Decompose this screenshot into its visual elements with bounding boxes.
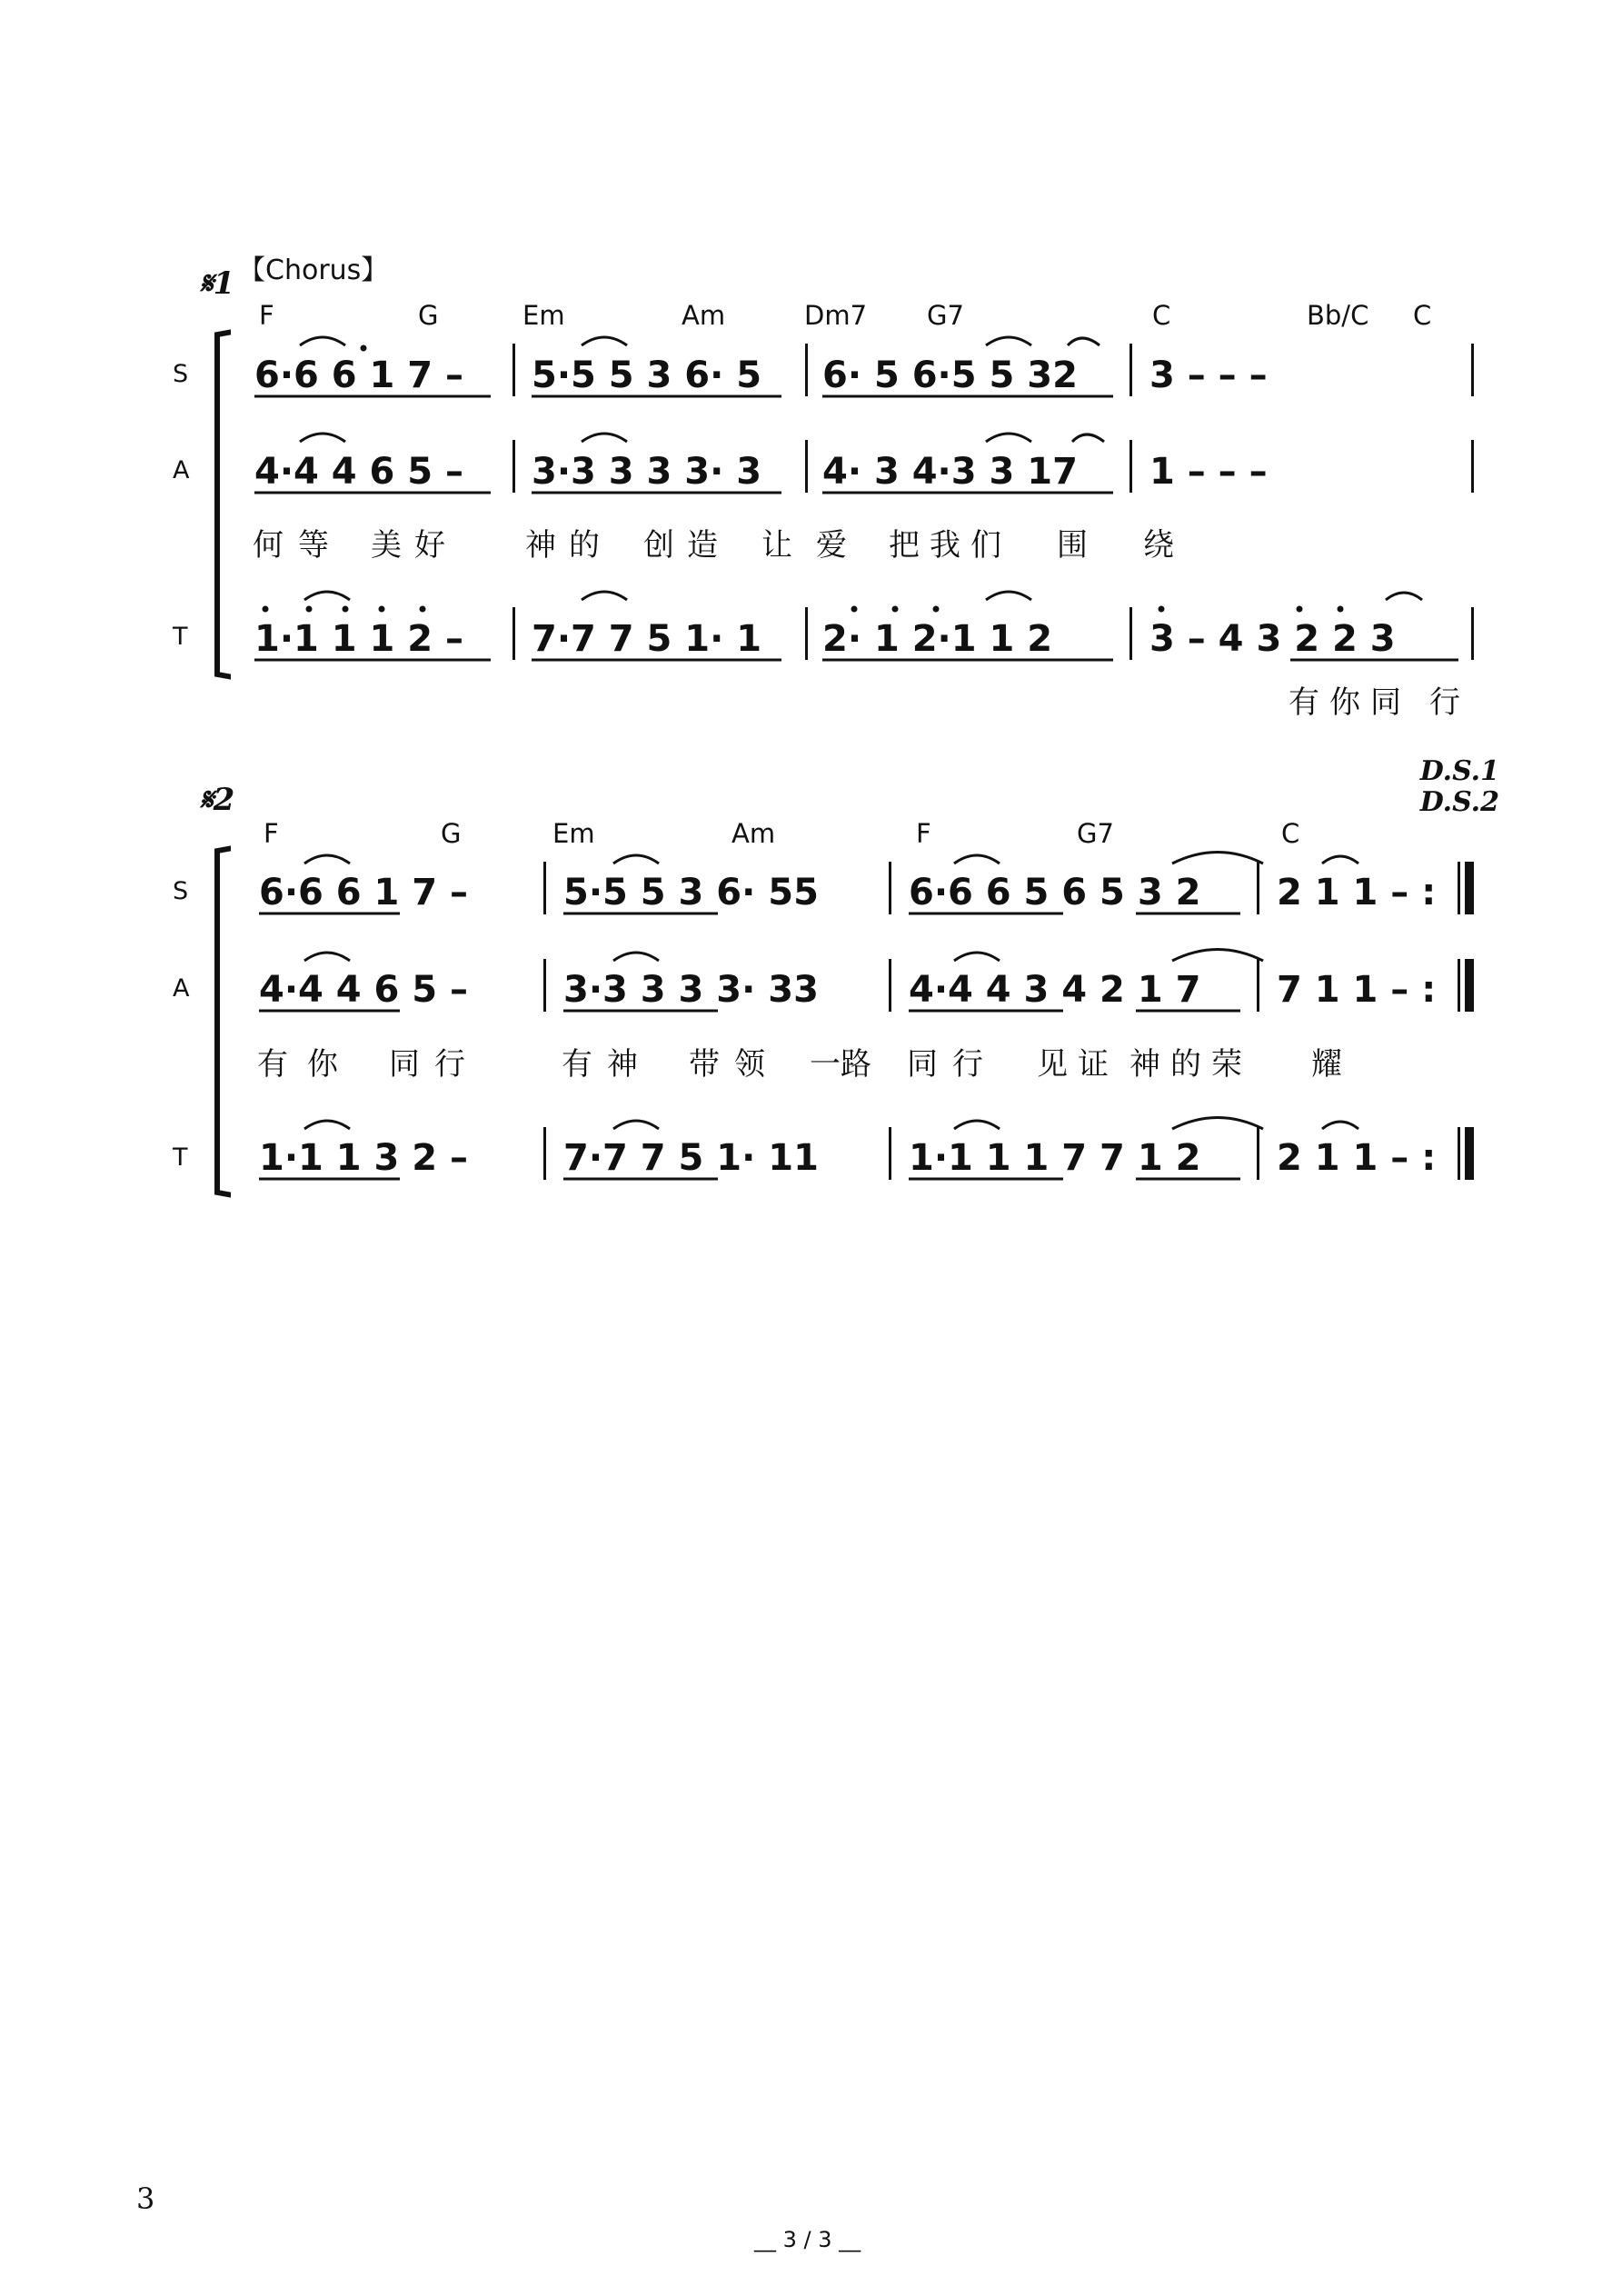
part-label-tenor: T <box>173 1143 188 1172</box>
lyric-char: 神 <box>525 527 558 564</box>
lyric-char: 行 <box>1429 684 1462 721</box>
lyric-char: 耀 <box>1311 1046 1344 1083</box>
tenor-notes: 3 – 4 3 2 2 3 <box>1149 618 1396 660</box>
lyric-char: 们 <box>970 527 1003 564</box>
alto-notes: 4·4 4 6 5 – <box>259 969 469 1011</box>
lyric-char: 证 <box>1078 1046 1110 1083</box>
soprano-notes: 6·6 6 5 6 5 3 2 <box>909 872 1201 913</box>
chord-symbol: C <box>1281 818 1300 849</box>
part-label-tenor: T <box>173 623 188 651</box>
soprano-notes: 3 – – – <box>1149 354 1268 396</box>
chord-symbol: F <box>264 818 279 849</box>
lyric-char: 等 <box>298 527 331 564</box>
lyric-char: 路 <box>841 1046 873 1083</box>
soprano-notes: 6·6 6 1 7 – <box>254 354 464 396</box>
lyric-char: 有 <box>1289 684 1321 721</box>
soprano-notes: 6·6 6 1 7 – <box>259 872 469 913</box>
lyric-char: 领 <box>734 1046 767 1083</box>
lyric-char: 我 <box>930 527 962 564</box>
chord-symbol: Am <box>731 818 776 849</box>
lyric-char: 美 <box>371 527 403 564</box>
alto-notes: 1 – – – <box>1149 451 1268 493</box>
tenor-notes: 1·1 1 1 7 7 1 2 <box>909 1137 1201 1179</box>
chord-symbol: G <box>441 818 462 849</box>
chord-symbol: Am <box>682 300 726 331</box>
chord-symbol: C <box>1413 300 1432 331</box>
soprano-notes: 2 1 1 – : <box>1277 872 1437 913</box>
chord-symbol: Em <box>522 300 565 331</box>
segno-1: 𝄋1 <box>200 265 235 302</box>
lyric-char: 创 <box>643 527 676 564</box>
tenor-notes: 2· 1 2·1 1 2 <box>822 618 1053 660</box>
lyric-char: 神 <box>1129 1046 1162 1083</box>
part-label-alto: A <box>173 974 190 1003</box>
chord-symbol: G7 <box>927 300 964 331</box>
chord-symbol: F <box>916 818 931 849</box>
soprano-notes: 6· 5 6·5 5 32 <box>822 354 1078 396</box>
chord-symbol: G7 <box>1077 818 1114 849</box>
lyric-char: 荣 <box>1211 1046 1244 1083</box>
lyric-char: 何 <box>253 527 285 564</box>
lyric-char: 一 <box>810 1046 842 1083</box>
lyric-char: 有 <box>257 1046 290 1083</box>
lyric-char: 爱 <box>816 527 849 564</box>
lyric-char: 让 <box>761 527 794 564</box>
lyric-char: 你 <box>307 1046 340 1083</box>
lyric-char: 造 <box>687 527 720 564</box>
segno-2: 𝄋2 <box>200 782 235 818</box>
page-footer: __ 3 / 3 __ <box>754 2227 861 2252</box>
alto-notes: 3·3 3 3 3· 33 <box>563 969 819 1011</box>
lyric-char: 的 <box>569 527 602 564</box>
chord-symbol: C <box>1152 300 1171 331</box>
lyric-char: 见 <box>1037 1046 1070 1083</box>
part-label-soprano: S <box>173 360 189 388</box>
soprano-notes: 5·5 5 3 6· 55 <box>563 872 819 913</box>
ds-marking-1: D.S.1 <box>1419 755 1499 787</box>
part-label-soprano: S <box>173 877 189 905</box>
chord-symbol: Em <box>552 818 595 849</box>
lyric-char: 围 <box>1057 527 1090 564</box>
tenor-notes: 1·1 1 1 2 – <box>254 618 464 660</box>
lyric-char: 绕 <box>1143 527 1176 564</box>
tenor-notes: 2 1 1 – : <box>1277 1137 1437 1179</box>
alto-notes: 4·4 4 3 4 2 1 7 <box>909 969 1201 1011</box>
lyric-char: 神 <box>607 1046 640 1083</box>
lyric-char: 好 <box>414 527 447 564</box>
alto-notes: 7 1 1 – : <box>1277 969 1437 1011</box>
lyric-char: 同 <box>907 1046 940 1083</box>
chord-symbol: F <box>259 300 274 331</box>
lyric-char: 你 <box>1329 684 1362 721</box>
lyric-char: 行 <box>434 1046 467 1083</box>
lyric-char: 同 <box>389 1046 422 1083</box>
page-number: 3 <box>136 2181 155 2216</box>
lyric-char: 行 <box>952 1046 985 1083</box>
lyric-char: 同 <box>1370 684 1403 721</box>
tenor-notes: 1·1 1 3 2 – <box>259 1137 469 1179</box>
alto-notes: 4· 3 4·3 3 17 <box>822 451 1078 493</box>
part-label-alto: A <box>173 456 190 484</box>
alto-notes: 4·4 4 6 5 – <box>254 451 464 493</box>
lyric-char: 把 <box>889 527 921 564</box>
chord-symbol: Bb/C <box>1307 300 1369 331</box>
chord-symbol: Dm7 <box>804 300 868 331</box>
lyric-char: 的 <box>1170 1046 1203 1083</box>
chord-symbol: G <box>418 300 439 331</box>
chorus-label: 【Chorus】 <box>238 255 389 286</box>
alto-notes: 3·3 3 3 3· 3 <box>532 451 762 493</box>
soprano-notes: 5·5 5 3 6· 5 <box>532 354 762 396</box>
lyric-char: 带 <box>689 1046 721 1083</box>
tenor-notes: 7·7 7 5 1· 1 <box>532 618 762 660</box>
lyric-char: 有 <box>562 1046 594 1083</box>
tenor-notes: 7·7 7 5 1· 11 <box>563 1137 819 1179</box>
ds-marking-2: D.S.2 <box>1419 786 1499 818</box>
